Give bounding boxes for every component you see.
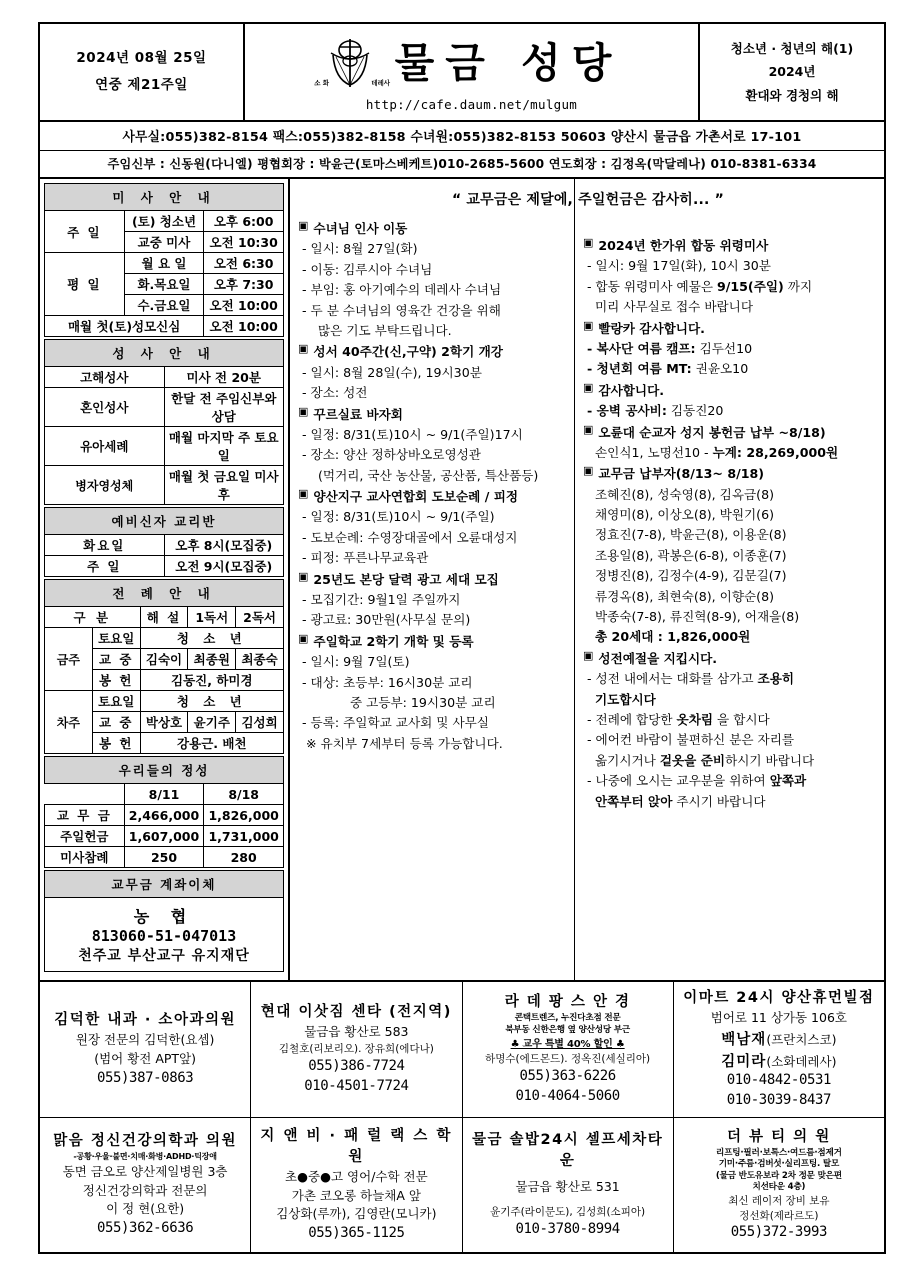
notice-title: 2024년 한가위 합동 위령미사: [598, 238, 769, 253]
notice-item-rich: - 합동 위령미사 예물은 9/15(주일) 까지: [583, 277, 878, 297]
payer-name-row: 조혜진(8), 성숙영(8), 김옥금(8): [595, 486, 775, 502]
notice-continuation: (먹거리, 국산 농산물, 공산품, 특산품등): [318, 467, 539, 483]
notice-block: [298, 632, 568, 754]
notice-item: - 피정: 푸른나무교육관: [302, 550, 429, 566]
church-name-title: 물금 성당: [394, 39, 623, 87]
ad-title: 라 데 팡 스 안 경: [504, 994, 631, 1011]
offerings-label: 교 무 금: [45, 805, 125, 826]
deadline-date: 9/15(주일): [717, 278, 784, 294]
ad-detail: (물금 반도유보라 2차 정문 맞은편: [715, 1170, 842, 1181]
mass-time: 오전 10:30: [204, 232, 284, 253]
liturgy-cell: 최종숙: [236, 649, 284, 670]
notice-item: - 일정: 8/31(토)10시 ~ 9/1(주일)17시: [302, 426, 523, 442]
ad-contact-names: 윤기주(라이문도), 김성희(소피아): [490, 1206, 646, 1219]
notice-title: 양산지구 교사연합회 도보순례 / 피정: [313, 489, 519, 505]
notice-block: [583, 423, 878, 464]
ad-contact-names: 정선화(제라르도): [739, 1209, 819, 1222]
catechumen-value: 오후 8시(모집중): [164, 535, 284, 556]
liturgy-title: 전 례 안 내: [45, 580, 284, 607]
offerings-label: 주일헌금: [45, 826, 125, 847]
ad-phone[interactable]: 010-4501-7724: [304, 1077, 409, 1094]
mass-group-weekday: 평 일: [45, 253, 125, 316]
ad-card[interactable]: [674, 1118, 884, 1252]
notice-item: - 광고료: 30만원(사무실 문의): [302, 612, 471, 628]
liturgical-sunday: 연중 제21주일: [95, 77, 188, 93]
liturgy-row-label: 토요일: [92, 691, 140, 712]
bullet-square-icon: ▣: [583, 464, 594, 478]
ad-detail: 리프팅·필러·보톡스·여드름·점제거: [716, 1147, 842, 1158]
liturgy-cell: 김숙이: [140, 649, 188, 670]
notice-item: - 모집기간: 9월1일 주일까지: [302, 592, 461, 608]
offerings-value: 1,826,000: [204, 805, 284, 826]
notice-block: [298, 405, 568, 487]
ad-title: 현대 이삿짐 센타 (전지역): [260, 1004, 452, 1021]
etiquette-item: - 전례에 합당한 옷차림 을 합시다: [587, 711, 770, 727]
bullet-square-icon: ▣: [298, 569, 309, 583]
issue-date: 2024년 08월 25일: [76, 50, 207, 66]
payer-total: 총 20세대 : 1,826,000원: [595, 629, 751, 645]
bullet-square-icon: ▣: [583, 318, 594, 332]
left-column: [40, 179, 290, 980]
bullet-square-icon: ▣: [298, 219, 309, 232]
bank-title: 교무금 계좌이체: [45, 871, 284, 898]
notice-title: 빨랑카 감사합니다.: [598, 320, 705, 336]
notice-item: - 이동: 김루시아 수녀님: [302, 261, 433, 277]
ad-detail: 북부동 신한은행 옆 양산성당 부근: [505, 1025, 630, 1036]
bullet-square-icon: ▣: [298, 342, 309, 356]
notice-item: - 두 분 수녀님의 영육간 건강을 위해: [302, 302, 501, 318]
catechumen-table: [44, 507, 284, 577]
ad-title: 지 앤 비 · 패 럴 랙 스 학 원: [260, 1127, 453, 1165]
ad-line: 물금읍 황산로 583: [304, 1024, 409, 1040]
ad-line: (범어 황전 APT앞): [94, 1051, 197, 1067]
ad-line: 물금읍 황산로 531: [515, 1179, 620, 1195]
liturgy-row-merged: 김동진, 하미경: [140, 670, 283, 691]
notices-middle-list: [298, 219, 568, 754]
ad-phone[interactable]: 055)362-6636: [96, 1220, 194, 1237]
notice-item: - 장소: 성전: [302, 385, 368, 401]
pastoral-year-theme-2: 환대와 경청의 해: [745, 87, 839, 103]
notice-item: - 일시: 8월 28일(수), 19시30분: [302, 364, 482, 380]
bullet-square-icon: ▣: [298, 631, 309, 645]
mass-time: 오후 6:00: [204, 211, 284, 232]
ad-detail: 기미·주름·검버섯·실리프팅. 탈모: [718, 1159, 840, 1170]
sacrament-value: 매월 마지막 주 토요일: [164, 427, 284, 466]
staff-contact-line: 주임신부 : 신동원(다니엘) 평협회장 : 박윤근(토마스베케트)010-2685-5600 연도회장 : 김정옥(막달레나) 010-8381-6334: [40, 151, 884, 179]
etiquette-item-cont: 옮기시거나 겉옷을 준비하시기 바랍니다: [595, 752, 815, 768]
advertisement-section: [40, 982, 884, 1252]
mass-group-sunday: 주 일: [45, 211, 125, 253]
liturgy-cell: 최종원: [188, 649, 236, 670]
offerings-col-1: 8/11: [124, 784, 204, 805]
ad-phone[interactable]: 055)387-0863: [96, 1069, 194, 1086]
bank-name: 농 협: [133, 907, 195, 926]
mass-guide-title: 미 사 안 내: [45, 184, 284, 211]
notice-block: [298, 570, 568, 631]
ad-detail: 콘택트렌즈, 누진다초점 전문: [514, 1013, 621, 1024]
mass-name: 월 요 일: [124, 253, 204, 274]
sacrament-value: 미사 전 20분: [164, 367, 284, 388]
ad-phone[interactable]: 010-4064-5060: [515, 1087, 620, 1104]
ad-line: 범어로 11 상가동 106호: [710, 1010, 847, 1026]
logo-caption-right: 데레사: [371, 78, 391, 87]
liturgy-row-label: 봉 헌: [92, 733, 140, 754]
masthead: [40, 24, 884, 122]
ad-line: 원장 전문의 김덕한(요셉): [75, 1032, 215, 1048]
right-column: [575, 179, 884, 980]
ad-card[interactable]: [251, 982, 462, 1117]
offerings-value: 2,466,000: [124, 805, 204, 826]
catechumen-label: 화요일: [45, 535, 165, 556]
ad-line: 정신건강의학과 전문의: [82, 1182, 208, 1198]
catechumen-title: 예비신자 교리반: [45, 508, 284, 535]
offerings-table: [44, 756, 284, 868]
liturgy-row-label: 토요일: [92, 628, 140, 649]
pastoral-year: 2024년: [768, 64, 816, 80]
sacrament-label: 혼인성사: [45, 388, 165, 427]
notice-block: [583, 649, 878, 812]
bullet-square-icon: ▣: [583, 648, 594, 662]
donation-entry: - 청년회 여름 MT: 권윤오10: [587, 361, 749, 377]
bank-account-number: 813060-51-047013: [91, 927, 237, 945]
notice-item: - 일시: 9월 17일(화), 10시 30분: [587, 258, 771, 274]
liturgy-header-commentary: 해 설: [140, 607, 188, 628]
liturgy-roster-table: [44, 579, 284, 754]
masthead-center: [245, 24, 698, 120]
ad-phone[interactable]: 055)386-7724: [308, 1057, 405, 1074]
first-saturday-time: 오전 10:00: [204, 316, 284, 337]
notice-block: [298, 487, 568, 569]
bulletin-body: [40, 179, 884, 982]
liturgy-header-part: 구 분: [45, 607, 141, 628]
mass-name: 교중 미사: [124, 232, 204, 253]
bullet-square-icon: ▣: [583, 422, 594, 436]
ad-contact-names: 김철호(리보리오). 장유희(에다나): [278, 1043, 434, 1056]
ad-phone[interactable]: 055)365-1125: [308, 1225, 405, 1242]
notice-title: 꾸르실료 바자회: [313, 406, 403, 422]
catechumen-label: 주 일: [45, 556, 165, 577]
liturgy-week-next: 차주: [45, 691, 93, 754]
bullet-square-icon: ▣: [298, 404, 309, 418]
office-contact-line: 사무실:055)382-8154 팩스:055)382-8158 수녀원:055)382-8153 50603 양산시 물금읍 가촌서로 17-101: [40, 122, 884, 151]
notice-block: [583, 236, 878, 318]
ad-line: 초●중●고 영어/수학 전문: [285, 1168, 428, 1184]
ad-title: 김덕한 내과 · 소아과의원: [54, 1012, 236, 1029]
bank-account-holder: 천주교 부산교구 유지재단: [78, 948, 250, 964]
notice-block: [583, 381, 878, 422]
payer-name-row: 박종숙(7-8), 류진혁(8-9), 어재을(8): [595, 609, 800, 625]
sacrament-guide-table: [44, 339, 284, 505]
logo-caption-left: 소 화: [314, 78, 330, 87]
ad-line: 김상화(루까), 김영란(모니카): [276, 1206, 437, 1222]
liturgy-row-merged: 청 소 년: [140, 691, 283, 712]
ad-owner-name: 백남재(프란치스코): [721, 1031, 837, 1048]
sacrament-label: 병자영성체: [45, 466, 165, 505]
notice-note: ※ 유치부 7세부터 등록 가능합니다.: [306, 735, 503, 751]
liturgy-header-reading2: 2독서: [236, 607, 284, 628]
ad-line: 동면 금오로 양산제일병원 3층: [62, 1163, 228, 1179]
ad-line: 가촌 코오롱 하늘채A 앞: [291, 1187, 421, 1203]
ad-card[interactable]: [40, 1118, 251, 1252]
ad-row-2: [40, 1118, 884, 1252]
notice-continuation: 많은 기도 부탁드립니다.: [318, 322, 452, 338]
bullet-square-icon: ▣: [298, 487, 309, 501]
liturgy-row-label: 교 중: [92, 712, 140, 733]
notice-item: - 일정: 8/31(토)10시 ~ 9/1(주일): [302, 509, 495, 525]
ad-title: 맑음 정신건강의학과 의원: [53, 1133, 237, 1150]
mass-time: 오전 6:30: [204, 253, 284, 274]
liturgy-week-this: 금주: [45, 628, 93, 691]
liturgy-cell: 김성희: [236, 712, 284, 733]
notice-title: 감사합니다.: [598, 382, 665, 398]
sacrament-value: 매월 첫 금요일 미사 후: [164, 466, 284, 505]
ad-card[interactable]: [674, 982, 884, 1117]
ad-detail: 치선타운 4층): [752, 1182, 806, 1193]
offerings-value: 1,731,000: [204, 826, 284, 847]
pastoral-year-block: [698, 24, 884, 120]
notice-title: 성서 40주간(신,구약) 2학기 개강: [313, 344, 503, 360]
notice-block: [583, 464, 878, 648]
mass-guide-table: [44, 183, 284, 337]
ad-title: 더 뷰 티 의 원: [727, 1128, 831, 1145]
mass-time: 오후 7:30: [204, 274, 284, 295]
offerings-label: 미사참례: [45, 847, 125, 868]
mass-name: (토) 청소년: [124, 211, 204, 232]
etiquette-item-cont: 기도합시다: [595, 691, 656, 707]
ad-title: 물금 솔밥24시 셀프세차타운: [471, 1132, 664, 1170]
liturgy-row-merged: 강용근. 배천: [140, 733, 283, 754]
notice-item: - 부임: 홍 아기예수의 데레사 수녀님: [302, 282, 502, 298]
liturgy-row-merged: 청 소 년: [140, 628, 283, 649]
sacrament-label: 유아세례: [45, 427, 165, 466]
catechumen-value: 오전 9시(모집중): [164, 556, 284, 577]
notice-item: - 대상: 초등부: 16시30분 교리: [302, 674, 473, 690]
liturgy-row-label: 봉 헌: [92, 670, 140, 691]
ad-row-1: [40, 982, 884, 1118]
etiquette-item: - 나중에 오시는 교우분을 위하여 앞쪽과: [587, 773, 807, 789]
liturgy-header-reading1: 1독서: [188, 607, 236, 628]
donation-entry: - 옹벽 공사비: 김동진20: [587, 403, 724, 419]
payer-name-row: 정효진(7-8), 박윤근(8), 이용운(8): [595, 527, 787, 543]
liturgy-cell: 윤기주: [188, 712, 236, 733]
notice-item: - 도보순례: 수영장대골에서 오륜대성지: [302, 529, 518, 545]
ad-card[interactable]: [40, 982, 251, 1117]
notice-item: - 일시: 9월 7일(토): [302, 654, 410, 670]
ad-card[interactable]: [463, 1118, 674, 1252]
mass-name: 수.금요일: [124, 295, 204, 316]
offerings-corner: [45, 784, 125, 805]
offerings-title: 우리들의 정성: [45, 757, 284, 784]
notice-item: - 등록: 주일학교 교사회 및 사무실: [302, 715, 489, 731]
donation-entry: - 복사단 여름 캠프: 김두선10: [587, 340, 753, 356]
etiquette-item-cont: 안쪽부터 앉아 주시기 바랍니다: [595, 793, 766, 809]
ad-title: 이마트 24시 양산휴먼빌점: [683, 990, 875, 1006]
notice-block: [298, 219, 568, 341]
bullet-square-icon: ▣: [583, 380, 594, 394]
mass-time: 오전 10:00: [204, 295, 284, 316]
pastoral-year-theme-1: 청소년 · 청년의 해(1): [730, 41, 854, 57]
notice-continuation: 미리 사무실로 접수 바랍니다: [595, 299, 753, 315]
cafe-url[interactable]: http://cafe.daum.net/mulgum: [365, 96, 578, 112]
notice-continuation: 중 고등부: 19시30분 교리: [350, 694, 496, 710]
offerings-col-2: 8/18: [204, 784, 284, 805]
bullet-square-icon: ▣: [583, 236, 594, 249]
etiquette-item: - 에어컨 바람이 불편하신 분은 자리를: [587, 732, 795, 748]
sacrament-label: 고해성사: [45, 367, 165, 388]
ad-phone[interactable]: 010-4842-0531: [726, 1072, 832, 1089]
liturgy-row-label: 교 중: [92, 649, 140, 670]
offerings-value: 1,607,000: [124, 826, 204, 847]
ad-detail: -공황·우울·불면·치매·화병·ADHD·틱장애: [73, 1152, 217, 1162]
notice-item: - 장소: 양산 정하상바오로영성관: [302, 447, 481, 463]
ad-card[interactable]: [251, 1118, 462, 1252]
notices-right-list: [583, 236, 878, 812]
ad-phone[interactable]: 010-3039-8437: [726, 1092, 832, 1109]
ad-phone[interactable]: 055)372-3993: [730, 1224, 828, 1241]
ad-owner-name: 김미라(소화데레사): [721, 1053, 837, 1070]
mass-name: 화.목요일: [124, 274, 204, 295]
etiquette-item: - 성전 내에서는 대화를 삼가고 조용히: [587, 671, 795, 687]
ad-promo: ♣ 교우 특별 40% 할인 ♣: [510, 1038, 625, 1050]
payer-name-row: 채영미(8), 이상오(8), 박원기(6): [595, 507, 775, 523]
ad-contact-names: 하명수(에드몬드). 정옥진(세실리아): [485, 1053, 651, 1066]
bulletin-quote: “ 교무금은 제달에, 주일헌금은 감사히... ”: [451, 192, 725, 208]
sacrament-value: 한달 전 주임신부와 상담: [164, 388, 284, 427]
notice-title: 성전예절을 지킵시다.: [598, 650, 718, 666]
ad-phone[interactable]: 010-3780-8994: [515, 1220, 620, 1237]
church-logo-icon: [314, 35, 391, 93]
notice-title: 오륜대 순교자 성지 봉헌금 납부 ~8/18): [598, 424, 826, 440]
notice-block: [583, 319, 878, 380]
ad-line-small: 최신 레이저 장비 보유: [728, 1195, 830, 1208]
notice-block: [298, 342, 568, 403]
bank-transfer-table: [44, 870, 284, 972]
payer-name-row: 류경옥(8), 최현숙(8), 이향순(8): [595, 588, 775, 604]
ad-phone[interactable]: 055)363-6226: [519, 1067, 616, 1084]
liturgy-cell: 박상호: [140, 712, 188, 733]
shrine-offering-total: 손인식1, 노명선10 - 누계: 28,269,000원: [595, 444, 839, 460]
bulletin-sheet: [38, 22, 886, 1254]
notice-title: 25년도 본당 달력 광고 세대 모집: [313, 571, 499, 587]
notice-title: 수녀님 인사 이동: [313, 221, 408, 236]
notice-item: - 일시: 8월 27일(화): [302, 241, 418, 257]
issue-date-block: [40, 24, 245, 120]
payer-name-row: 정병진(8), 김정수(4-9), 김문길(7): [595, 568, 787, 584]
ad-card[interactable]: [463, 982, 674, 1117]
sacrament-guide-title: 성 사 안 내: [45, 340, 284, 367]
notice-title: 교무금 납부자(8/13~ 8/18): [598, 466, 765, 482]
payer-name-row: 조용일(8), 곽봉은(6-8), 이종훈(7): [595, 547, 787, 563]
offerings-value: 280: [204, 847, 284, 868]
ad-line: 이 정 현(요한): [106, 1201, 185, 1217]
first-saturday-label: 매월 첫(토)성모신심: [45, 316, 204, 337]
notice-title: 주일학교 2학기 개학 및 등록: [313, 633, 474, 649]
offerings-value: 250: [124, 847, 204, 868]
